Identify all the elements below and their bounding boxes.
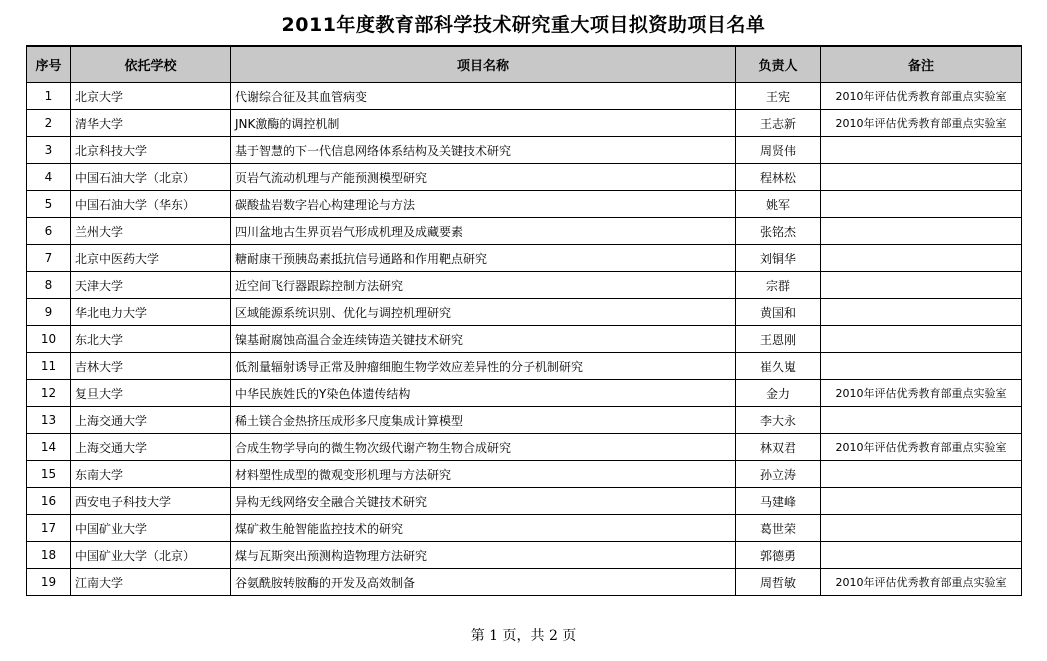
table-row (27, 407, 1022, 434)
cell-person: 程林松 (736, 164, 821, 191)
cell-school: 上海交通大学 (71, 407, 231, 434)
header-number: 序号 (27, 46, 71, 83)
cell-note (821, 245, 1022, 272)
cell-note (821, 191, 1022, 218)
cell-school: 吉林大学 (71, 353, 231, 380)
cell-person: 张铭杰 (736, 218, 821, 245)
header-note: 备注 (821, 46, 1022, 83)
cell-person: 黄国和 (736, 299, 821, 326)
cell-note (821, 164, 1022, 191)
cell-project: JNK激酶的调控机制 (231, 110, 736, 137)
cell-school: 中国矿业大学（北京） (71, 542, 231, 569)
cell-project: 谷氨酰胺转胺酶的开发及高效制备 (231, 569, 736, 596)
cell-person: 姚军 (736, 191, 821, 218)
cell-project: 中华民族姓氏的Y染色体遗传结构 (231, 380, 736, 407)
cell-number: 14 (27, 434, 71, 461)
cell-school: 中国石油大学（北京） (71, 164, 231, 191)
table-row (27, 83, 1022, 110)
cell-person: 李大永 (736, 407, 821, 434)
cell-project: 材料塑性成型的微观变形机理与方法研究 (231, 461, 736, 488)
cell-person: 林双君 (736, 434, 821, 461)
cell-person: 王恩刚 (736, 326, 821, 353)
project-table (26, 45, 1022, 596)
cell-school: 天津大学 (71, 272, 231, 299)
cell-note: 2010年评估优秀教育部重点实验室 (821, 110, 1022, 137)
cell-school: 北京中医药大学 (71, 245, 231, 272)
cell-note (821, 488, 1022, 515)
cell-person: 葛世荣 (736, 515, 821, 542)
cell-person: 崔久嵬 (736, 353, 821, 380)
cell-number: 18 (27, 542, 71, 569)
table-row (27, 326, 1022, 353)
cell-project: 煤与瓦斯突出预测构造物理方法研究 (231, 542, 736, 569)
cell-person: 郭德勇 (736, 542, 821, 569)
table-row (27, 353, 1022, 380)
table-row (27, 110, 1022, 137)
table-row (27, 434, 1022, 461)
cell-school: 中国矿业大学 (71, 515, 231, 542)
cell-note (821, 137, 1022, 164)
cell-project: 四川盆地古生界页岩气形成机理及成藏要素 (231, 218, 736, 245)
cell-person: 金力 (736, 380, 821, 407)
cell-note (821, 326, 1022, 353)
cell-school: 复旦大学 (71, 380, 231, 407)
cell-project: 合成生物学导向的微生物次级代谢产物生物合成研究 (231, 434, 736, 461)
page-footer: 第 1 页，共 2 页 (470, 628, 577, 644)
cell-number: 1 (27, 83, 71, 110)
cell-number: 17 (27, 515, 71, 542)
cell-note (821, 407, 1022, 434)
cell-person: 刘铜华 (736, 245, 821, 272)
header-project: 项目名称 (231, 46, 736, 83)
cell-school: 北京科技大学 (71, 137, 231, 164)
cell-project: 碳酸盐岩数字岩心构建理论与方法 (231, 191, 736, 218)
cell-project: 稀土镁合金热挤压成形多尺度集成计算模型 (231, 407, 736, 434)
table-row (27, 542, 1022, 569)
cell-person: 王宪 (736, 83, 821, 110)
cell-note: 2010年评估优秀教育部重点实验室 (821, 380, 1022, 407)
cell-number: 16 (27, 488, 71, 515)
table-body (27, 83, 1022, 596)
cell-person: 周贤伟 (736, 137, 821, 164)
table-row (27, 218, 1022, 245)
cell-number: 3 (27, 137, 71, 164)
cell-number: 8 (27, 272, 71, 299)
cell-project: 镍基耐腐蚀高温合金连续铸造关键技术研究 (231, 326, 736, 353)
table-row (27, 461, 1022, 488)
table-row (27, 272, 1022, 299)
table-row (27, 488, 1022, 515)
header-school: 依托学校 (71, 46, 231, 83)
cell-number: 9 (27, 299, 71, 326)
cell-project: 代谢综合征及其血管病变 (231, 83, 736, 110)
cell-number: 12 (27, 380, 71, 407)
cell-school: 东南大学 (71, 461, 231, 488)
cell-note (821, 461, 1022, 488)
document-title: 2011年度教育部科学技术研究重大项目拟资助项目名单 (281, 14, 766, 36)
cell-number: 7 (27, 245, 71, 272)
cell-school: 华北电力大学 (71, 299, 231, 326)
cell-note (821, 515, 1022, 542)
table-row (27, 245, 1022, 272)
cell-school: 兰州大学 (71, 218, 231, 245)
cell-note (821, 272, 1022, 299)
cell-school: 北京大学 (71, 83, 231, 110)
cell-school: 上海交通大学 (71, 434, 231, 461)
cell-school: 清华大学 (71, 110, 231, 137)
cell-note (821, 299, 1022, 326)
cell-person: 宗群 (736, 272, 821, 299)
cell-project: 煤矿救生舱智能监控技术的研究 (231, 515, 736, 542)
cell-note: 2010年评估优秀教育部重点实验室 (821, 569, 1022, 596)
table-row (27, 569, 1022, 596)
cell-school: 西安电子科技大学 (71, 488, 231, 515)
cell-number: 2 (27, 110, 71, 137)
table-row (27, 137, 1022, 164)
table-row (27, 299, 1022, 326)
cell-note: 2010年评估优秀教育部重点实验室 (821, 83, 1022, 110)
cell-school: 中国石油大学（华东） (71, 191, 231, 218)
cell-person: 周哲敏 (736, 569, 821, 596)
cell-number: 10 (27, 326, 71, 353)
cell-note (821, 218, 1022, 245)
cell-number: 11 (27, 353, 71, 380)
cell-project: 异构无线网络安全融合关键技术研究 (231, 488, 736, 515)
cell-number: 5 (27, 191, 71, 218)
cell-person: 孙立涛 (736, 461, 821, 488)
cell-note (821, 353, 1022, 380)
table-row (27, 191, 1022, 218)
table-row (27, 380, 1022, 407)
cell-project: 糖耐康干预胰岛素抵抗信号通路和作用靶点研究 (231, 245, 736, 272)
cell-person: 马建峰 (736, 488, 821, 515)
table-header-row (27, 46, 1022, 83)
cell-number: 15 (27, 461, 71, 488)
table-row (27, 515, 1022, 542)
cell-project: 低剂量辐射诱导正常及肿瘤细胞生物学效应差异性的分子机制研究 (231, 353, 736, 380)
cell-project: 区域能源系统识别、优化与调控机理研究 (231, 299, 736, 326)
table-row (27, 164, 1022, 191)
cell-note: 2010年评估优秀教育部重点实验室 (821, 434, 1022, 461)
header-person: 负责人 (736, 46, 821, 83)
cell-project: 近空间飞行器跟踪控制方法研究 (231, 272, 736, 299)
cell-number: 4 (27, 164, 71, 191)
cell-number: 13 (27, 407, 71, 434)
cell-project: 基于智慧的下一代信息网络体系结构及关键技术研究 (231, 137, 736, 164)
cell-number: 6 (27, 218, 71, 245)
cell-project: 页岩气流动机理与产能预测模型研究 (231, 164, 736, 191)
cell-person: 王志新 (736, 110, 821, 137)
cell-school: 东北大学 (71, 326, 231, 353)
cell-note (821, 542, 1022, 569)
cell-number: 19 (27, 569, 71, 596)
cell-school: 江南大学 (71, 569, 231, 596)
